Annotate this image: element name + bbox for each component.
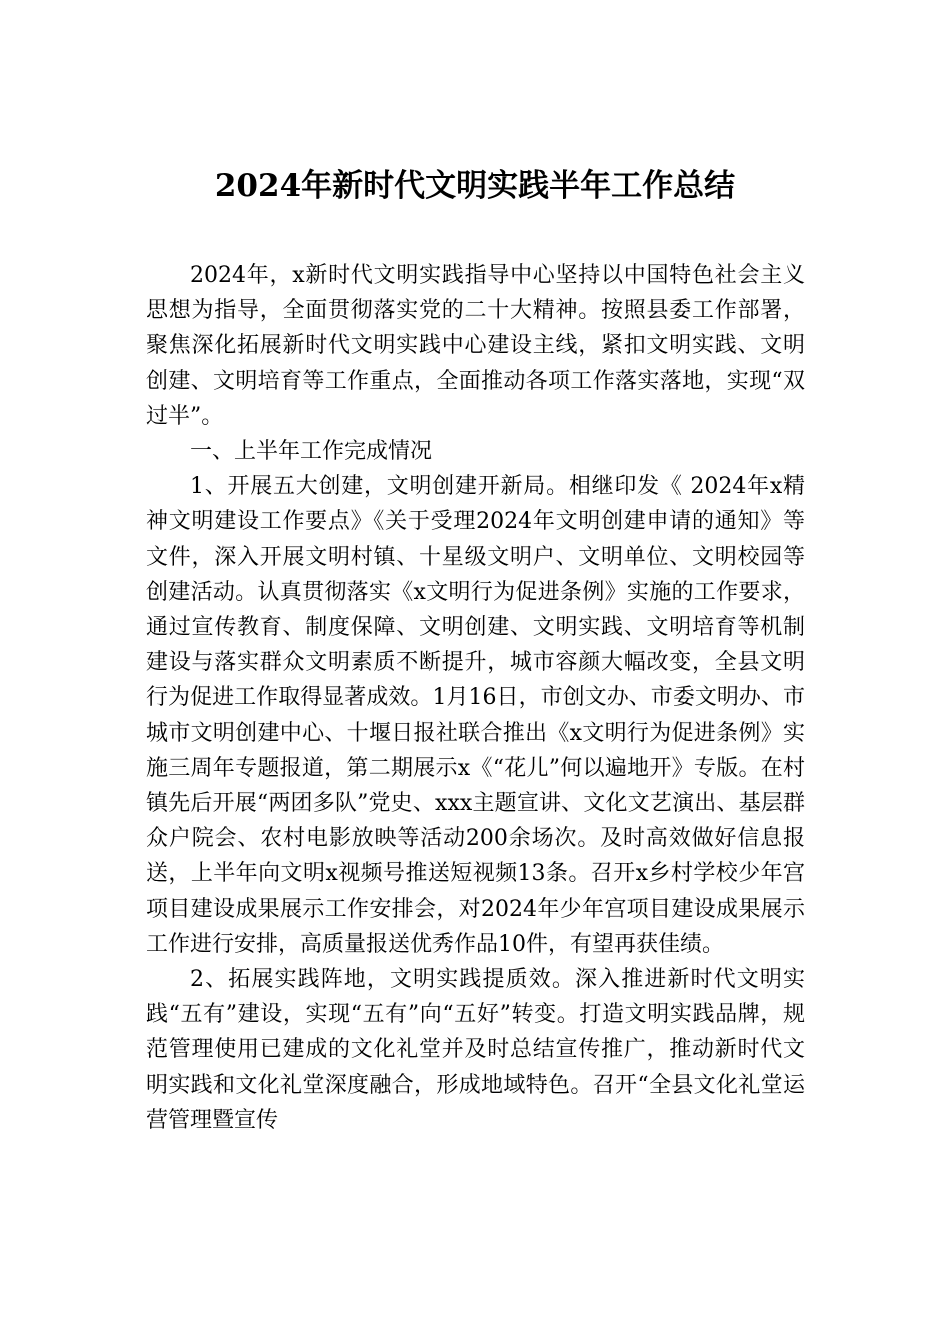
paragraph-1: 1、开展五大创建，文明创建开新局。相继印发《 2024年x精神文明建设工作要点》《关于受理2024年文明创建申请的通知》等文件，深入开展文明村镇、十星级文明户、文明单位、文明校园等创建活动。认真贯彻落实《x文明行为促进条例》实施的工作要求，通过宣传教育、制度保障、文明创建、文明实践、文明培育等机制建设与落实群众文明素质不断提升，城市容颜大幅改变，全县文明行为促进工作取得显著成效。1月16日，市创文办、市委文明办、市城市文明创建中心、十堰日报社联合推出《x文明行为促进条例》实施三周年专题报道，第二期展示x《“花儿”何以遍地开》专版。在村镇先后开展“两团多队”党史、xxx主题宣讲、文化文艺演出、基层群众户院会、农村电影放映等活动200余场次。及时高效做好信息报送，上半年向文明x视频号推送短视频13条。召开x乡村学校少年宫项目建设成果展示工作安排会，对2024年少年宫项目建设成果展示工作进行安排，高质量报送优秀作品10件，有望再获佳绩。 xyxy=(146,474,805,957)
intro-paragraph: 2024年，x新时代文明实践指导中心坚持以中国特色社会主义思想为指导，全面贯彻落实党的二十大精神。按照县委工作部署，聚焦深化拓展新时代文明实践中心建设主线，紧扣文明实践、文明创建、文明培育等工作重点，全面推动各项工作落实落地，实现“双过半”。 xyxy=(146,263,805,429)
section-heading: 一、上半年工作完成情况 xyxy=(190,439,433,465)
document-body xyxy=(146,258,805,1138)
document-title: 2024年新时代文明实践半年工作总结 xyxy=(214,168,736,204)
paragraph-2: 2、拓展实践阵地，文明实践提质效。深入推进新时代文明实践“五有”建设，实现“五有”向“五好”转变。打造文明实践品牌，规范管理使用已建成的文化礼堂并及时总结宣传推广，推动新时代文明实践和文化礼堂深度融合，形成地域特色。召开“全县文化礼堂运营管理暨宣传 xyxy=(146,967,806,1133)
